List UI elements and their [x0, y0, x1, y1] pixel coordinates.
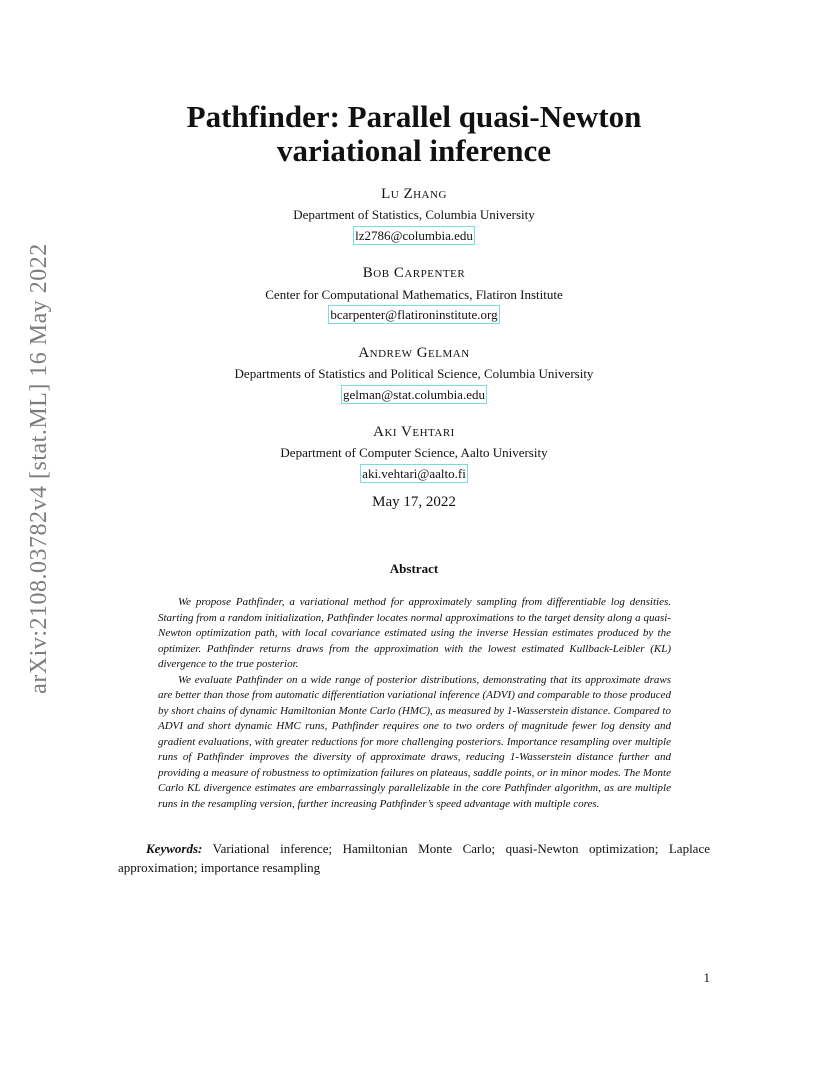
arxiv-identifier: arXiv:2108.03782v4 [stat.ML] 16 May 2022	[25, 242, 52, 694]
abstract-body	[158, 595, 671, 812]
abstract-heading: Abstract	[389, 561, 439, 576]
author-name: Bob Carpenter	[362, 265, 466, 281]
publication-date: May 17, 2022	[372, 494, 456, 510]
author-name: Lu Zhang	[381, 186, 447, 202]
keywords	[118, 839, 710, 877]
author-affiliation: Department of Computer Science, Aalto University	[280, 445, 548, 460]
keywords-label: Keywords:	[146, 841, 203, 856]
abstract-paragraph: We propose Pathfinder, a variational method for approximately sampling from differentiable log densities. Starting from a random initialization, Pathfinder locates normal approximations to the target density along a quasi-Newton optimization path, with local covariance estimated using the inverse Hessian estimates produced by the optimizer. Pathfinder returns draws from the approximation with the lowest estimated Kullback-Leibler (KL) divergence to the true posterior.	[158, 596, 671, 670]
page-number: 1	[703, 970, 710, 985]
abstract-paragraph: We evaluate Pathfinder on a wide range of posterior distributions, demonstrating that its approximate draws are better than those from automatic differentiation variational inference (ADVI) and comparable to those produced by short chains of dynamic Hamiltonian Monte Carlo (HMC), as measured by 1-Wasserstein distance. Compared to ADVI and short dynamic HMC runs, Pathfinder requires one to two orders of magnitude fewer log density and gradient evaluations, with greater reductions for more challenging posteriors. Importance resampling over multiple runs of Pathfinder improves the diversity of approximate draws, reducing 1-Wasserstein distance further and providing a measure of robustness to optimization failures on plateaus, saddle points, or in minor modes. The Monte Carlo KL divergence estimates are embarrassingly parallelizable in the core Pathfinder algorithm, as are multiple runs in the resampling version, further increasing Pathfinder’s speed advantage with multiple cores.	[158, 673, 671, 810]
author-email-link[interactable]: bcarpenter@flatironinstitute.org	[330, 307, 498, 322]
author-email-link[interactable]: aki.vehtari@aalto.fi	[362, 466, 466, 481]
author-affiliation: Department of Statistics, Columbia University	[293, 207, 535, 222]
author-name: Andrew Gelman	[358, 345, 470, 361]
keywords-text: Variational inference; Hamiltonian Monte Carlo; quasi-Newton optimization; Laplace approximation; importance resampling	[118, 841, 710, 875]
author-affiliation: Departments of Statistics and Political Science, Columbia University	[234, 366, 594, 381]
author-email-link[interactable]: gelman@stat.columbia.edu	[343, 387, 485, 402]
author-email-link[interactable]: lz2786@columbia.edu	[355, 228, 473, 243]
author-affiliation: Center for Computational Mathematics, Flatiron Institute	[265, 287, 563, 302]
author-name: Aki Vehtari	[373, 424, 455, 440]
title-line-2: variational inference	[276, 133, 552, 168]
title-line-1: Pathfinder: Parallel quasi-Newton	[186, 99, 642, 134]
paper-title	[0, 100, 828, 168]
